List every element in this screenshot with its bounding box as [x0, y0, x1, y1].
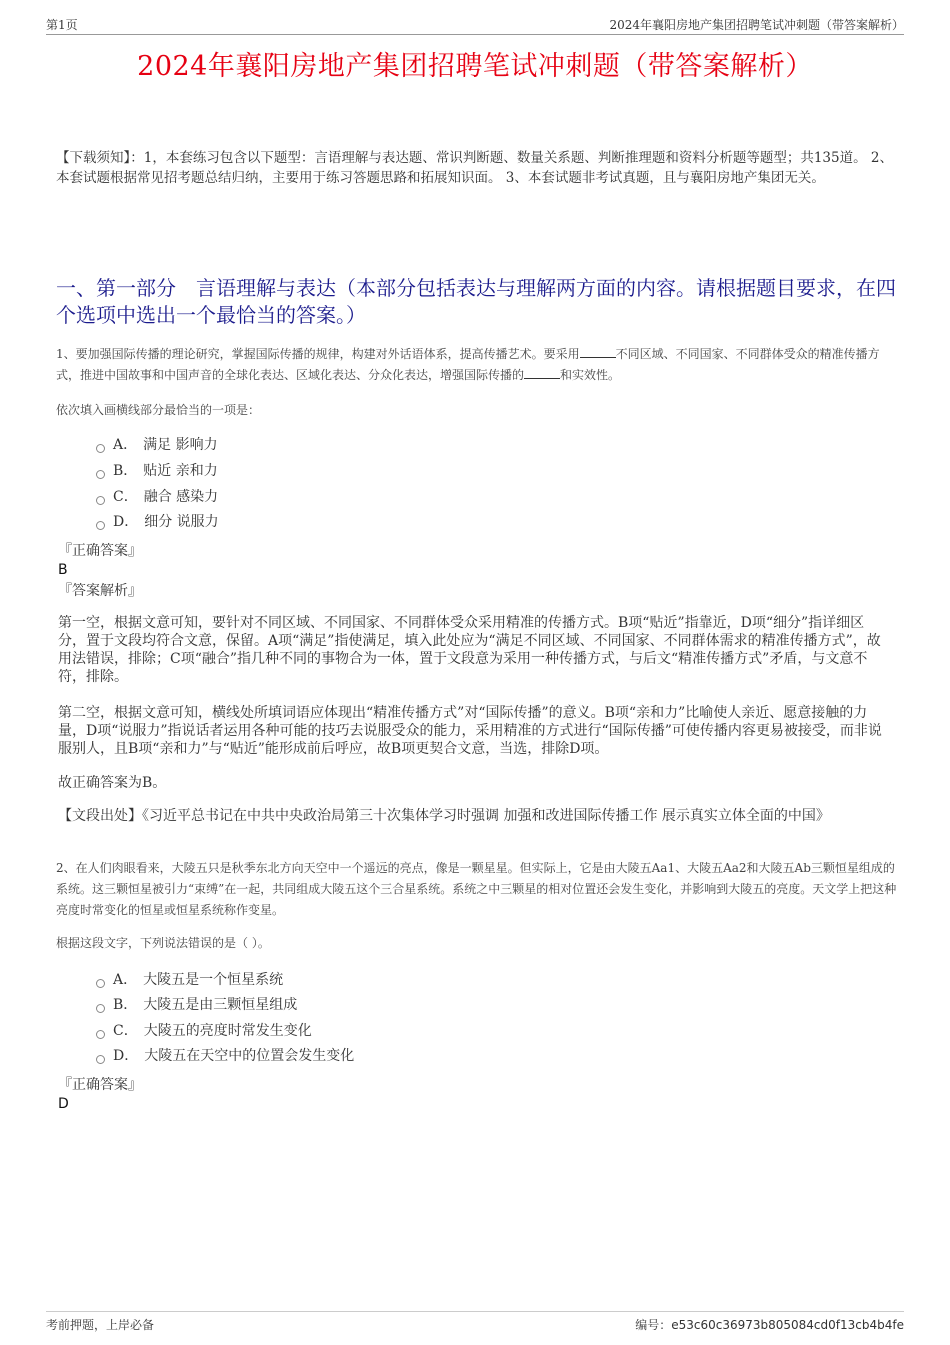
question-2-stem: 2、在人们肉眼看来，大陵五只是秋季东北方向天空中一个遥远的亮点，像是一颗星星。但实际上，它是由大陵五Aa1、大陵五Aa2和大陵五Ab三颗恒星组成的系统。这三颗恒星被引力“束缚”在一起，共同组成大陵五这个三合星系统。系统之中三颗星的相对位置还会发生变化，并影响到大陵五的亮度。天文学上把这种亮度时常变化的恒星或恒星系统称作变星。 [56, 861, 897, 917]
download-notice: 【下载须知】：1，本套练习包含以下题型：言语理解与表达题、常识判断题、数量关系题、判断推理题和资料分析题等题型；共135道。 2、本套试题根据常见招考题总结归纳，主要用于练习答题思路和拓展知识面。 3、本套试题非考试真题，且与襄阳房地产集团无关。 [56, 150, 893, 186]
question-1-stem: 1、要加强国际传播的理论研究，掌握国际传播的规律，构建对外话语体系，提高传播艺术。要采用 不同区域、不同国家、不同群体受众的精准传播方式，推进中国故事和中国声音的全球化表达、区域化表达、分众化表达，增强国际传播的 和实效性。 [56, 347, 880, 382]
q2-option-b[interactable]: B． 大陵五是由三颗恒星组成 [96, 995, 297, 1015]
q2-option-c[interactable]: C． 大陵五的亮度时常发生变化 [96, 1021, 312, 1041]
q2-answer-tag: 『正确答案』 [58, 1077, 142, 1093]
header-doc-title: 2024年襄阳房地产集团招聘笔试冲刺题（带答案解析） [609, 18, 904, 32]
page-footer [46, 1311, 904, 1338]
blank-2 [524, 366, 560, 379]
serial-code: e53c60c36973b805084cd0f13cb4b4fe [671, 1318, 904, 1332]
q1-option-b[interactable]: B． 贴近 亲和力 [96, 461, 218, 481]
q2-option-a[interactable]: A． 大陵五是一个恒星系统 [96, 970, 283, 990]
q1-analysis-tag: 『答案解析』 [58, 583, 142, 599]
blank-1 [580, 345, 616, 358]
footer-serial: 编号：e53c60c36973b805084cd0f13cb4b4fe [635, 1318, 904, 1332]
q2-option-d[interactable]: D． 大陵五在天空中的位置会发生变化 [96, 1046, 354, 1066]
q1-option-a[interactable]: A． 满足 影响力 [96, 435, 218, 455]
radio-icon[interactable] [96, 1004, 105, 1013]
q1-option-d[interactable]: D． 细分 说服力 [96, 512, 219, 532]
footer-slogan: 考前押题，上岸必备 [46, 1318, 155, 1332]
q1-source: 【文段出处】《习近平总书记在中共中央政治局第三十次集体学习时强调 加强和改进国际传播工作 展示真实立体全面的中国》 [58, 808, 830, 824]
page-number: 第1页 [46, 18, 78, 32]
question-2-prompt: 根据这段文字，下列说法错误的是（ ）。 [56, 936, 270, 950]
q2-answer: D [58, 1096, 69, 1112]
radio-icon[interactable] [96, 496, 105, 505]
radio-icon[interactable] [96, 979, 105, 988]
q1-analysis-conclusion: 故正确答案为B。 [58, 775, 167, 791]
section-title: 一、第一部分 言语理解与表达（本部分包括表达与理解两方面的内容。请根据题目要求，在四个选项中选出一个最恰当的答案。） [56, 276, 896, 327]
q1-answer-tag: 『正确答案』 [58, 543, 142, 559]
radio-icon[interactable] [96, 1055, 105, 1064]
q1-analysis-para-1: 第一空，根据文意可知，要针对不同区域、不同国家、不同群体受众采用精准的传播方式。B项“贴近”指靠近，D项“细分”指详细区分，置于文段均符合文意，保留。A项“满足”指使满足，填入此处应为“满足不同区域、不同国家、不同群体需求的精准传播方式”，故用法错误，排除；C项“融合”指几种不同的事物合为一体，置于文段意为采用一种传播方式，与后文“精准传播方式”矛盾，与文意不符，排除。 [58, 615, 881, 685]
radio-icon[interactable] [96, 521, 105, 530]
question-1-prompt: 依次填入画横线部分最恰当的一项是： [56, 403, 261, 417]
radio-icon[interactable] [96, 444, 105, 453]
page-header [46, 14, 904, 35]
q1-analysis-para-2: 第二空，根据文意可知，横线处所填词语应体现出“精准传播方式”对“国际传播”的意义。B项“亲和力”比喻使人亲近、愿意接触的力量，D项“说服力”指说话者运用各种可能的技巧去说服受众的能力，采用精准的方式进行“国际传播”可使传播内容更易被接受，而非说服别人，且B项“亲和力”与“贴近”能形成前后呼应，故B项更契合文意，当选，排除D项。 [58, 705, 882, 757]
radio-icon[interactable] [96, 470, 105, 479]
document-title: 2024年襄阳房地产集团招聘笔试冲刺题（带答案解析） [137, 51, 813, 82]
q1-option-c[interactable]: C． 融合 感染力 [96, 487, 218, 507]
radio-icon[interactable] [96, 1030, 105, 1039]
q1-answer: B [58, 562, 68, 578]
